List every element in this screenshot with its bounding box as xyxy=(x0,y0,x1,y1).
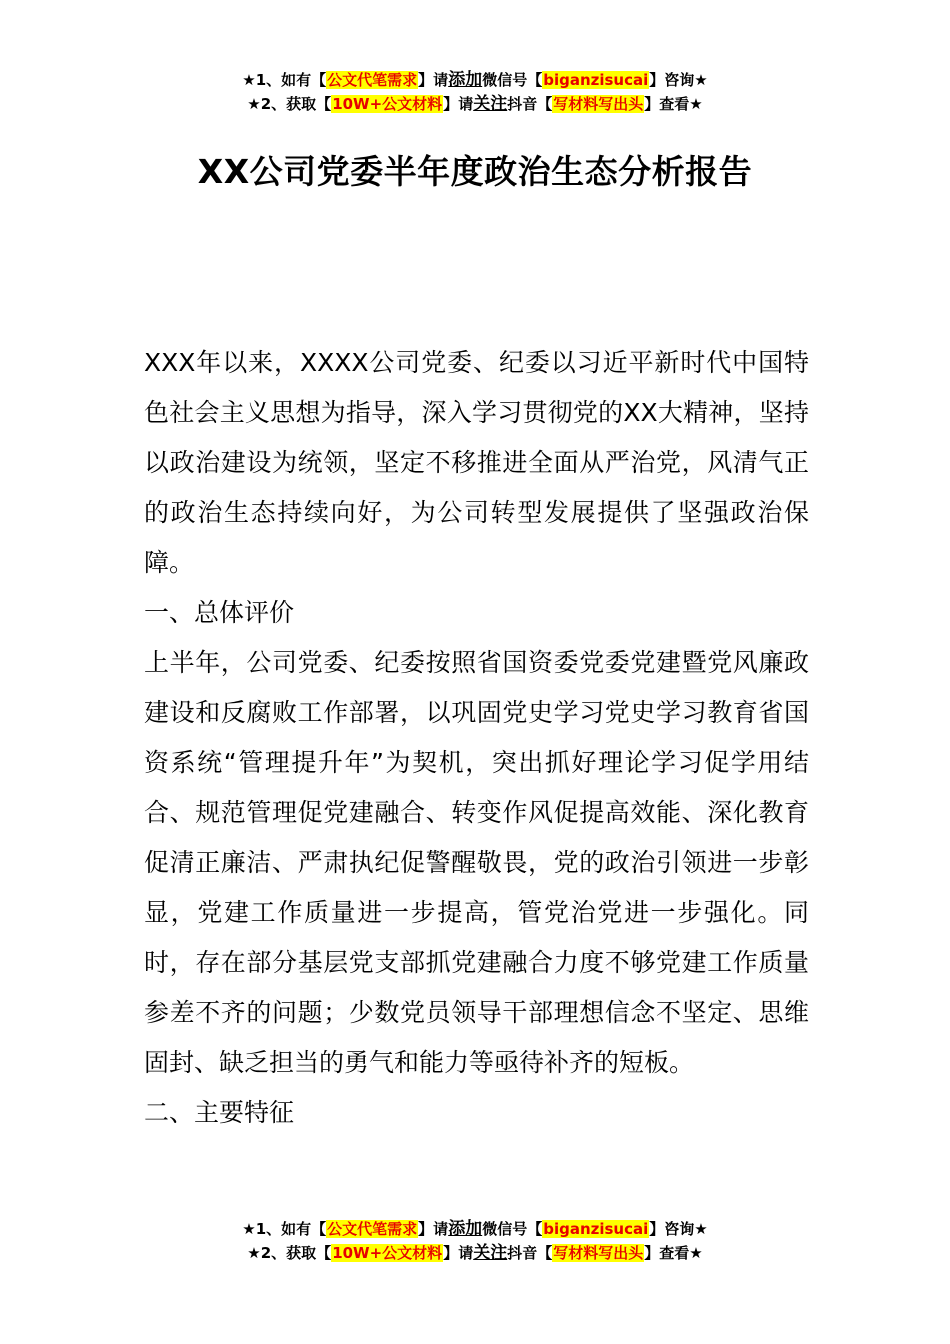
footer-banner xyxy=(0,1217,950,1265)
paragraph-evaluation: 上半年，公司党委、纪委按照省国资委党委党建暨党风廉政建设和反腐败工作部署，以巩固党史学习党史学习教育省国资系统“管理提升年”为契机，突出抓好理论学习促学用结合、规范管理促党建融合、转变作风促提高效能、深化教育促清正廉洁、严肃执纪促警醒敬畏，党的政治引领进一步彰显，党建工作质量进一步提高，管党治党进一步强化。同时，存在部分基层党支部抓党建融合力度不够党建工作质量参差不齐的问题；少数党员领导干部理想信念不坚定、思维固封、缺乏担当的勇气和能力等亟待补齐的短板。 xyxy=(144,648,809,1077)
banner-text: 微信号【 xyxy=(482,71,543,89)
banner-line-1 xyxy=(0,1217,950,1241)
header-banner xyxy=(0,68,950,116)
banner-text: ★2、获取【 xyxy=(247,1244,332,1262)
banner-text: ★2、获取【 xyxy=(247,95,332,113)
document-body xyxy=(144,338,809,1138)
banner-highlight: 10W+公文材料 xyxy=(332,1244,443,1262)
banner-emphasis: 关注 xyxy=(473,94,508,114)
banner-text: 】请 xyxy=(418,71,449,89)
section-heading-2: 二、主要特征 xyxy=(144,1098,295,1127)
paragraph-intro: XXX年以来，XXXX公司党委、纪委以习近平新时代中国特色社会主义思想为指导，深入学习贯彻党的XX大精神，坚持以政治建设为统领，坚定不移推进全面从严治党，风清气正的政治生态持续向好，为公司转型发展提供了坚强政治保障。 xyxy=(144,348,809,577)
banner-highlight: biganzisucai xyxy=(543,71,649,89)
section-heading-1: 一、总体评价 xyxy=(144,598,295,627)
banner-text: 】请 xyxy=(418,1220,449,1238)
banner-text: 】请 xyxy=(443,1244,474,1262)
banner-text: 】请 xyxy=(443,95,474,113)
banner-text: 】查看★ xyxy=(644,95,703,113)
banner-text: ★1、如有【 xyxy=(242,71,327,89)
banner-text: 抖音【 xyxy=(507,1244,553,1262)
banner-emphasis: 添加 xyxy=(448,70,483,90)
banner-text: 】咨询★ xyxy=(649,1220,708,1238)
document-title: XX公司党委半年度政治生态分析报告 xyxy=(197,152,753,191)
banner-highlight: biganzisucai xyxy=(543,1220,649,1238)
banner-highlight: 公文代笔需求 xyxy=(327,1220,418,1238)
banner-text: 】咨询★ xyxy=(649,71,708,89)
banner-highlight: 公文代笔需求 xyxy=(327,71,418,89)
banner-highlight: 写材料写出头 xyxy=(553,1244,644,1262)
banner-text: ★1、如有【 xyxy=(242,1220,327,1238)
banner-highlight: 10W+公文材料 xyxy=(332,95,443,113)
banner-line-2 xyxy=(0,92,950,116)
banner-line-2 xyxy=(0,1241,950,1265)
banner-text: 微信号【 xyxy=(482,1220,543,1238)
banner-line-1 xyxy=(0,68,950,92)
banner-emphasis: 添加 xyxy=(448,1219,483,1239)
banner-highlight: 写材料写出头 xyxy=(553,95,644,113)
banner-emphasis: 关注 xyxy=(473,1243,508,1263)
banner-text: 】查看★ xyxy=(644,1244,703,1262)
banner-text: 抖音【 xyxy=(507,95,553,113)
